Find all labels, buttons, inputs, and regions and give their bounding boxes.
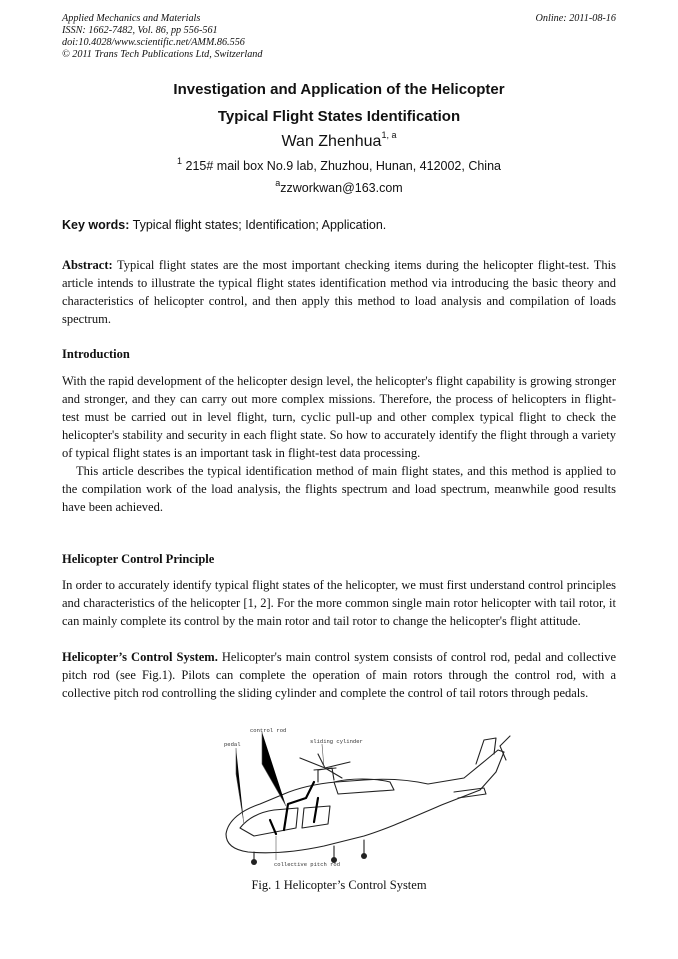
journal-name: Applied Mechanics and Materials: [62, 13, 201, 24]
keywords: [62, 218, 386, 232]
control-system-text: Helicopter's main control system consists of control rod, pedal and collective pitch rod (see Fig.1). Pilots can complete the operation of main rotors through the control rod, with a collective pitch rod controlling the sliding cylinder and complete the control of tail rotors through pedals.: [62, 650, 616, 700]
helicopter-horizontal-stabilizer: [454, 788, 486, 798]
abstract: [62, 256, 616, 328]
figure-caption: Fig. 1 Helicopter’s Control System: [251, 878, 427, 892]
control-system-paragraph: [62, 648, 616, 702]
keywords-text: Typical flight states; Identification; Application.: [132, 218, 387, 232]
figure-label-control-rod: control rod: [250, 727, 287, 734]
leader-line-pedal: [236, 748, 244, 824]
email: [62, 178, 616, 195]
figure-label-pedal: pedal: [224, 741, 241, 748]
control-system-label: Helicopter’s Control System.: [62, 650, 218, 664]
introduction-paragraph-1: With the rapid development of the helicopter design level, the helicopter's flight capability is growing stronger and stronger, and they can carry out more complex missions. Therefore, the process of helicopters in flight-test must be carried out in level flight, turn, cyclic pull-up and other complex typical flight to check the helicopter's stability and security in each flight state. So how to accurately identify the flight through a variety of typical flight states is an important task in flight-test data processing.: [62, 374, 616, 460]
helicopter-landing-gear: [254, 840, 364, 860]
abstract-label: Abstract:: [62, 258, 113, 272]
journal-info: [62, 13, 262, 61]
journal-copyright: © 2011 Trans Tech Publications Ltd, Switzerland: [62, 49, 263, 60]
leader-line-control-rod: [262, 732, 286, 806]
helicopter-tail-rotor: [500, 736, 510, 760]
abstract-text: Typical flight states are the most important checking items during the helicopter flight-test. This article intends to illustrate the typical flight states identification method via introducing the basic theory and characteristics of helicopter control, and then apply this method to load analysis and compilation of loads spectrum.: [62, 258, 616, 326]
introduction-heading: Introduction: [62, 347, 130, 361]
keywords-label: Key words:: [62, 218, 130, 232]
journal-doi: doi:10.4028/www.scientific.net/AMM.86.556: [62, 37, 245, 48]
introduction-paragraph-2: This article describes the typical identification method of main flight states, and this method is applied to the compilation work of the load analysis, the flights spectrum and load spectrum, meanwhile good results have been achieved.: [62, 464, 616, 514]
helicopter-main-rotor-blades: [300, 754, 350, 778]
journal-issn: ISSN: 1662-7482, Vol. 86, pp 556-561: [62, 25, 218, 36]
email-text: zzworkwan@163.com: [280, 181, 403, 195]
affiliation: [62, 156, 616, 173]
figure-label-collective-pitch-rod: collective pitch rod: [274, 861, 341, 868]
author-sup: 1, a: [381, 130, 397, 140]
helicopter-figure: [214, 724, 514, 870]
online-date: Online: 2011-08-16: [535, 13, 616, 24]
control-principle-paragraph-1: In order to accurately identify typical flight states of the helicopter, we must first understand control principles and characteristics of the helicopter [1, 2]. For the more common single main rotor helicopter with tail rotor, it can mainly complete its control by the main rotor and tail rotor to change the helicopter's flight attitude.: [62, 578, 616, 628]
affiliation-text: 215# mail box No.9 lab, Zhuzhou, Hunan, 412002, China: [185, 159, 501, 173]
author: [62, 130, 616, 151]
paper-title-line-1: Investigation and Application of the Helicopter: [173, 81, 505, 98]
email-sup: a: [275, 178, 281, 188]
helicopter-rotor-hub: [314, 768, 336, 782]
helicopter-wheel-front: [251, 859, 257, 865]
paper-title-line-2: Typical Flight States Identification: [217, 108, 461, 125]
introduction-body: [62, 372, 616, 516]
figure-label-sliding-cylinder: sliding cylinder: [310, 738, 363, 745]
helicopter-wheel-rear: [361, 853, 367, 859]
author-name: Wan Zhenhua: [281, 133, 382, 150]
control-principle-heading: Helicopter Control Principle: [62, 552, 215, 566]
affiliation-sup: 1: [177, 156, 183, 166]
